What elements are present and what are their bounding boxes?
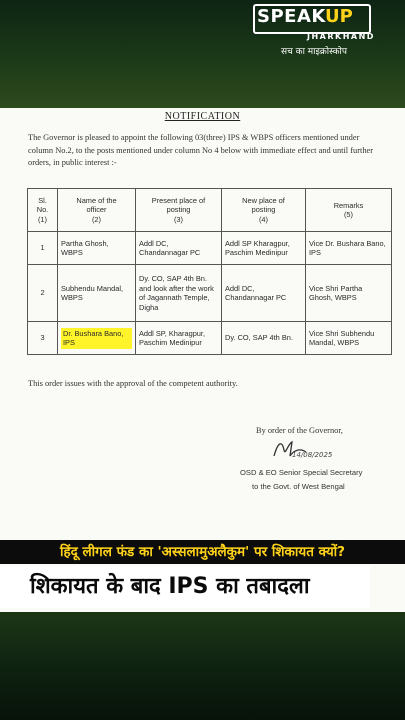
highlighted-officer-name: Dr. Bushara Bano, IPS — [61, 328, 132, 349]
headline-main: शिकायत के बाद IPS का तबादला — [30, 574, 310, 599]
cell-sl: 1 — [28, 232, 58, 265]
cell-name: Subhendu Mandal, WBPS — [58, 265, 136, 322]
notification-document — [0, 108, 405, 612]
document-title: NOTIFICATION — [164, 111, 241, 122]
cell-new: Addl DC, Chandannagar PC — [222, 265, 306, 322]
signature-designation: OSD & EO Senior Special Secretary — [240, 468, 363, 477]
cell-new: Addl SP Kharagpur, Paschim Medinipur — [222, 232, 306, 265]
cell-sl: 2 — [28, 265, 58, 322]
signature-order-text: By order of the Governor, — [256, 426, 343, 435]
cell-remarks: Vice Shri Subhendu Mandal, WBPS — [306, 322, 392, 355]
document-intro: The Governor is pleased to appoint the following 03(three) IPS & WBPS officers mentioned under column No.2, to the posts mentioned under column No 4 below with immediate effect and until further orders, in public interest :- — [28, 133, 374, 167]
cell-remarks: Vice Dr. Bushara Bano, IPS — [306, 232, 392, 265]
cell-remarks: Vice Shri Partha Ghosh, WBPS — [306, 265, 392, 322]
table-header-row — [28, 189, 392, 232]
signature-office: to the Govt. of West Bengal — [252, 482, 345, 491]
table-row — [28, 232, 392, 265]
header-sl: Sl. No. (1) — [28, 189, 58, 232]
cell-name — [58, 322, 136, 355]
bottom-background — [0, 612, 405, 720]
brand-subtitle: JHARKHAND — [307, 32, 375, 41]
cell-name: Partha Ghosh, WBPS — [58, 232, 136, 265]
cell-present: Dy. CO, SAP 4th Bn. and look after the work of Jagannath Temple, Digha — [136, 265, 222, 322]
signature-date: 14/08/2025 — [292, 451, 333, 459]
document-footer: This order issues with the approval of the competent authority. — [28, 379, 238, 388]
cell-present: Addl DC, Chandannagar PC — [136, 232, 222, 265]
header-present: Present place of posting (3) — [136, 189, 222, 232]
cell-present: Addl SP, Kharagpur, Paschim Medinipur — [136, 322, 222, 355]
headline-question: हिंदू लीगल फंड का 'अस्सलामुअलैकुम' पर शिकायत क्यों? — [60, 544, 345, 560]
header-remarks: Remarks (5) — [306, 189, 392, 232]
transfer-table — [27, 188, 392, 355]
brand-name-up: UP — [325, 6, 353, 27]
table-row — [28, 265, 392, 322]
brand-tagline: सच का माइक्रोस्कोप — [281, 47, 347, 57]
cell-new: Dy. CO, SAP 4th Bn. — [222, 322, 306, 355]
brand-name-speak: SPEAK — [257, 6, 326, 27]
table-row — [28, 322, 392, 355]
brand-logo — [253, 4, 375, 57]
header-name: Name of the officer (2) — [58, 189, 136, 232]
header-new: New place of posting (4) — [222, 189, 306, 232]
cell-sl: 3 — [28, 322, 58, 355]
